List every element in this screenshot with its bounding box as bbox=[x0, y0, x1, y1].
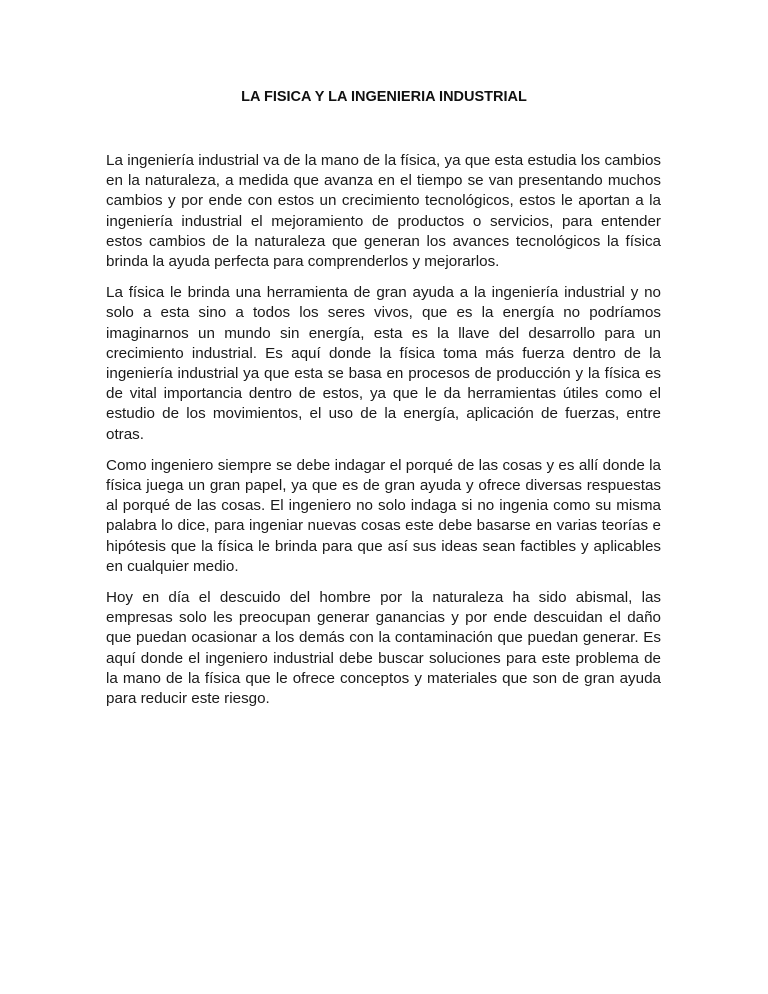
document-title: LA FISICA Y LA INGENIERIA INDUSTRIAL bbox=[241, 89, 527, 105]
document-body bbox=[106, 151, 661, 720]
paragraph-4: Hoy en día el descuido del hombre por la naturaleza ha sido abismal, las empresas solo les preocupan generar ganancias y por ende descuidan el daño que puedan ocasionar a los demás con la contaminación que puedan generar. Es aquí donde el ingeniero industrial debe buscar soluciones para este problema de la mano de la física que le ofrece conceptos y materiales que son de gran ayuda para reducir este riesgo. bbox=[106, 589, 661, 708]
paragraph-1: La ingeniería industrial va de la mano de la física, ya que esta estudia los cambios en la naturaleza, a medida que avanza en el tiempo se van presentando muchos cambios y por ende con estos un crecimiento tecnológicos, estos le aportan a la ingeniería industrial el mejoramiento de productos o servicios, para entender estos cambios de la naturaleza que generan los avances tecnológicos la física brinda la ayuda perfecta para comprenderlos y mejorarlos. bbox=[106, 152, 661, 271]
paragraph-3: Como ingeniero siempre se debe indagar el porqué de las cosas y es allí donde la física juega un gran papel, ya que es de gran ayuda y ofrece diversas respuestas al porqué de las cosas. El ingeniero no solo indaga si no ingenia como su misma palabra lo dice, para ingeniar nuevas cosas este debe basarse en varias teorías e hipótesis que la física le brinda para que así sus ideas sean factibles y aplicables en cualquier medio. bbox=[106, 456, 661, 575]
paragraph-2: La física le brinda una herramienta de gran ayuda a la ingeniería industrial y no solo a esta sino a todos los seres vivos, que es la energía no podríamos imaginarnos un mundo sin energía, esta es la llave del desarrollo para un crecimiento industrial. Es aquí donde la física toma más fuerza dentro de la ingeniería industrial ya que esta se basa en procesos de producción y la física es de vital importancia dentro de estos, ya que le da herramientas útiles como el estudio de los movimientos, el uso de la energía, aplicación de fuerzas, entre otras. bbox=[106, 284, 661, 443]
